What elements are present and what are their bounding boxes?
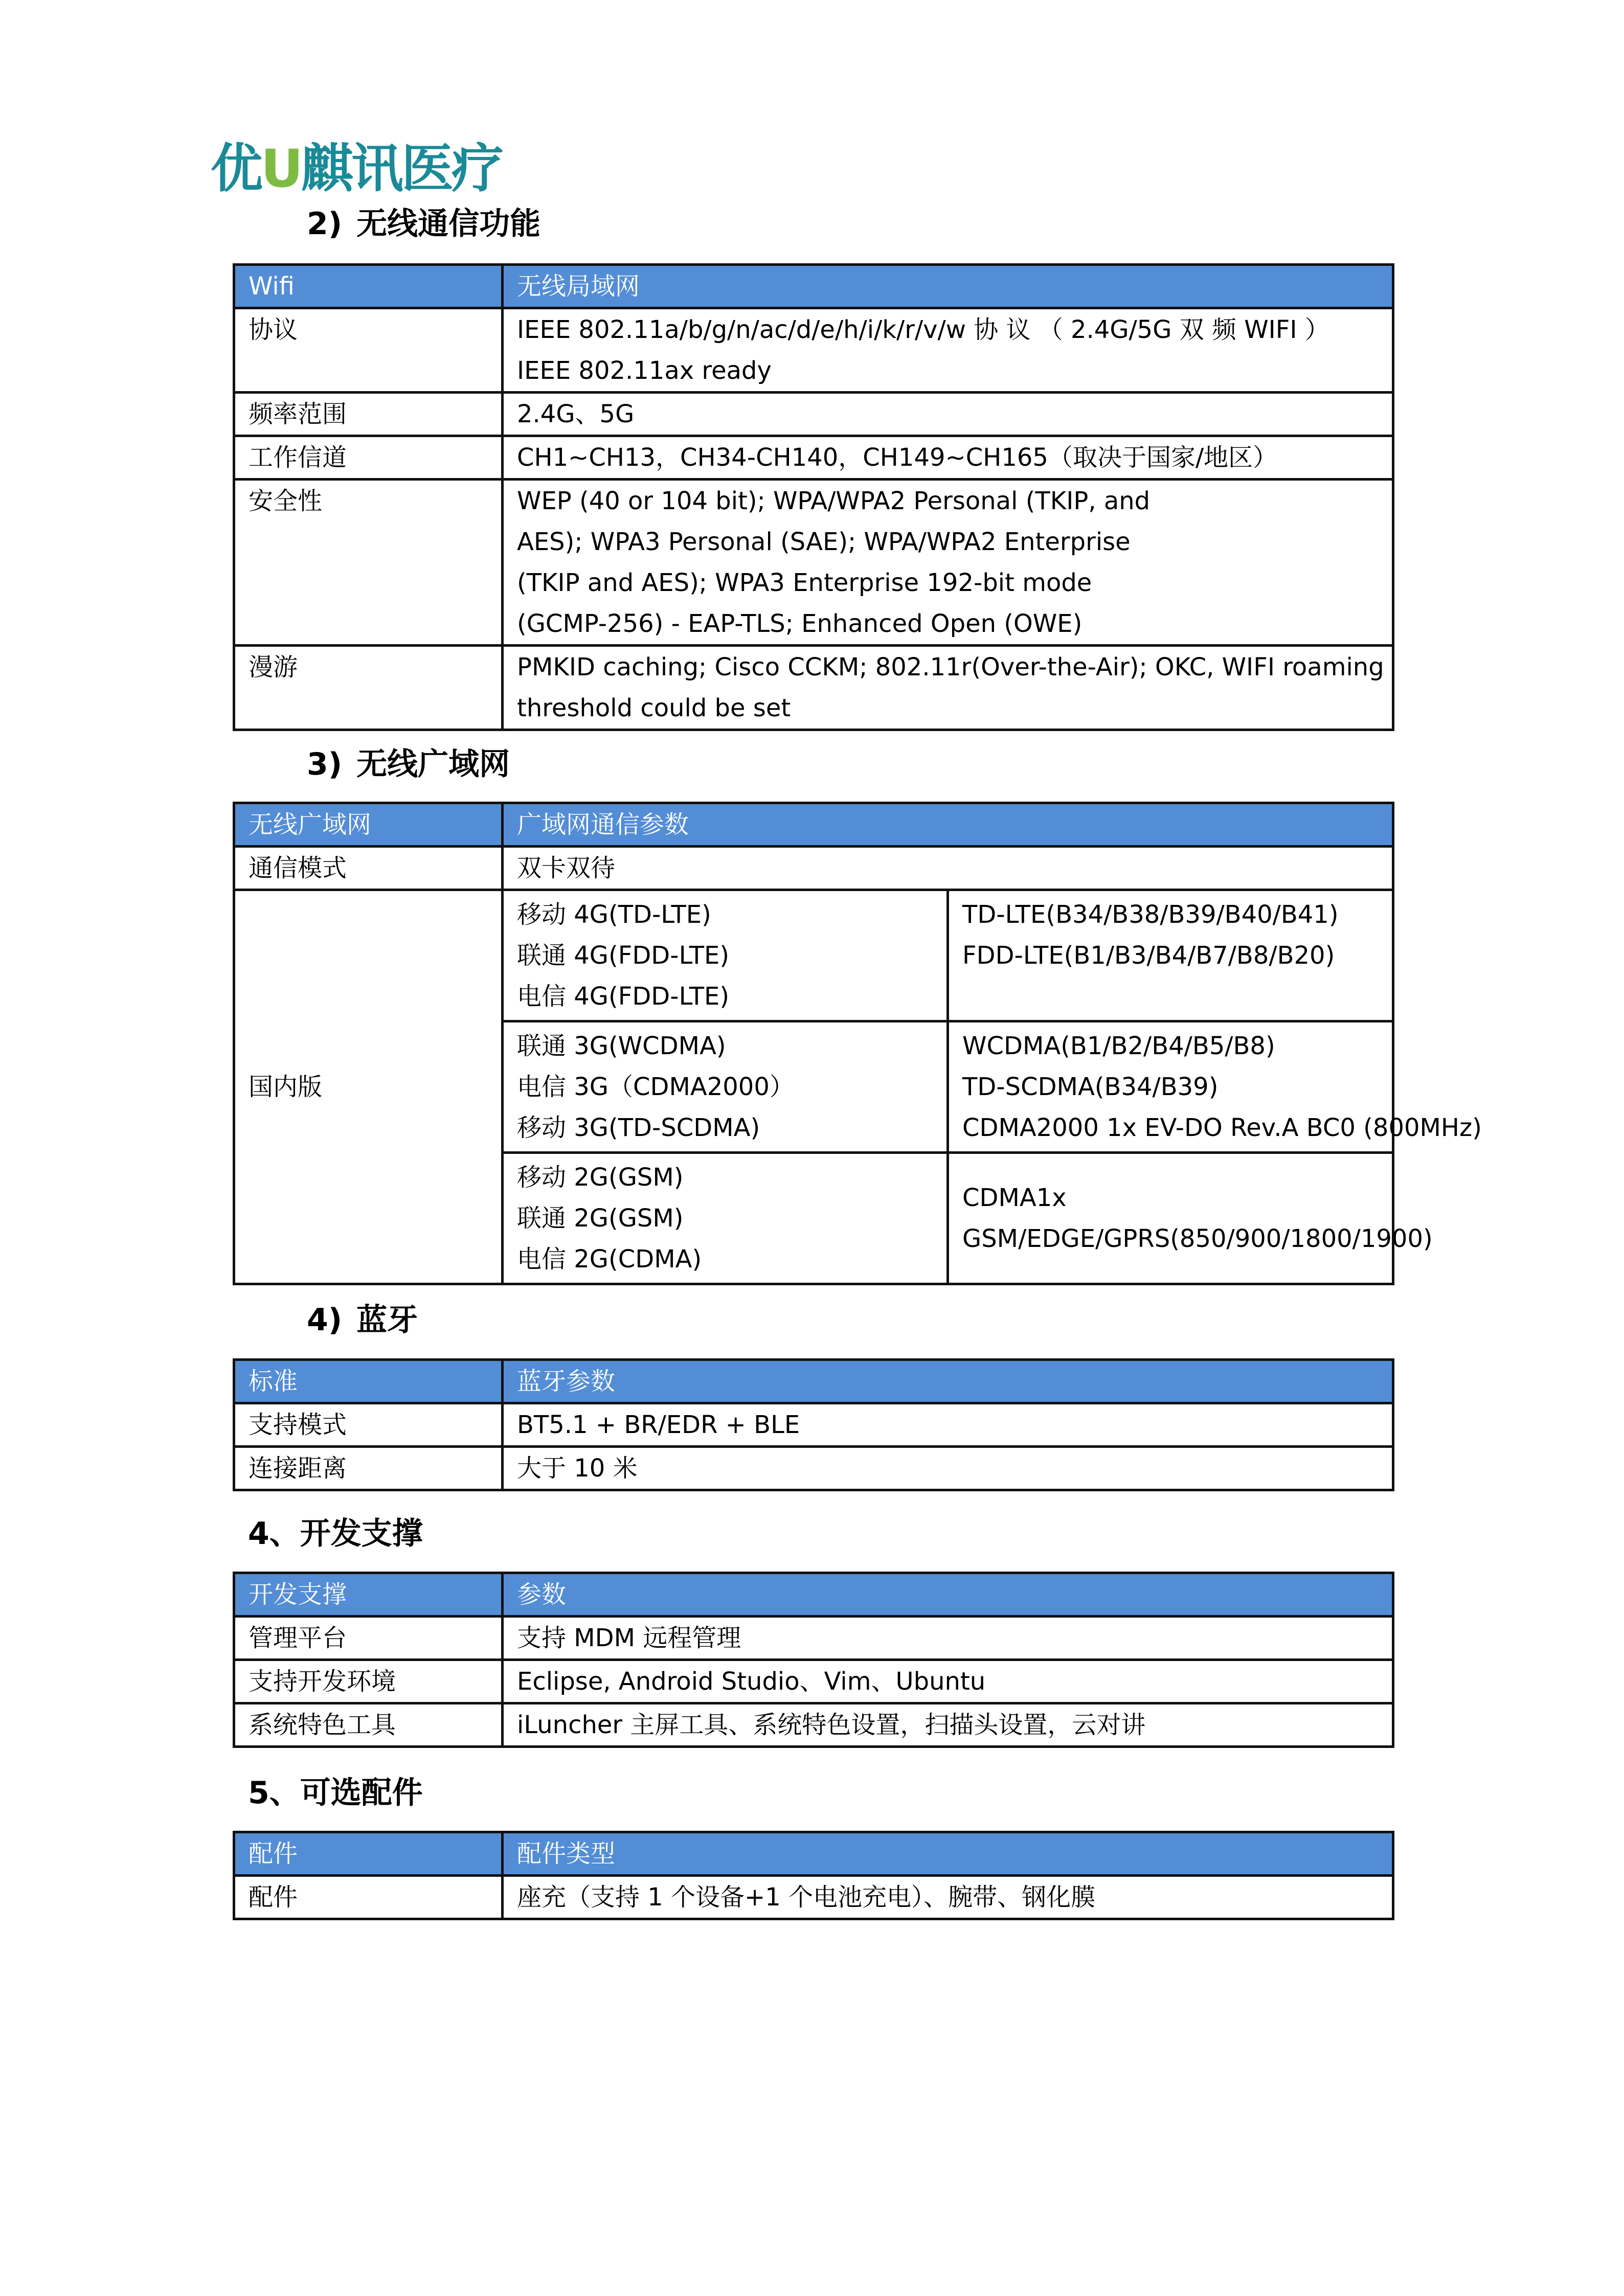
- carrier-line: 移动 2G(GSM): [517, 1163, 684, 1192]
- row-label: 工作信道: [234, 436, 503, 480]
- row-label: 系统特色工具: [234, 1703, 503, 1747]
- header-cell: 无线局域网: [503, 265, 1393, 308]
- carrier-line: 移动 4G(TD-LTE): [517, 900, 711, 929]
- carrier-line: 联通 4G(FDD-LTE): [517, 941, 730, 970]
- wifi-table: [233, 263, 1394, 731]
- row-label: 支持模式: [234, 1403, 503, 1447]
- row-value: 支持 MDM 远程管理: [503, 1617, 1393, 1660]
- row-label: 支持开发环境: [234, 1660, 503, 1703]
- value-line: WEP (40 or 104 bit); WPA/WPA2 Personal (TKIP, and: [517, 487, 1151, 515]
- row-value: BT5.1 + BR/EDR + BLE: [503, 1403, 1393, 1447]
- row-label: 管理平台: [234, 1617, 503, 1660]
- value-line: CH1~CH13，CH34-CH140，CH149~CH165（取决于国家/地区）: [517, 443, 1278, 472]
- carrier-line: 电信 4G(FDD-LTE): [517, 982, 730, 1011]
- header-cell: 无线广域网: [234, 803, 503, 847]
- band-line: WCDMA(B1/B2/B4/B5/B8): [962, 1032, 1275, 1060]
- dev-support-table: [233, 1572, 1394, 1748]
- carrier-cell: [503, 1153, 948, 1284]
- table-header-row: [234, 803, 1393, 847]
- header-cell: 配件类型: [503, 1832, 1393, 1876]
- table-header-row: [234, 1832, 1393, 1876]
- logo-text: 优U麒讯医疗: [211, 139, 502, 199]
- header-cell: 标准: [234, 1360, 503, 1403]
- band-line: TD-LTE(B34/B38/B39/B40/B41): [962, 900, 1339, 929]
- table-row: [234, 646, 1393, 730]
- carrier-cell: [503, 890, 948, 1021]
- row-value: Eclipse, Android Studio、Vim、Ubuntu: [503, 1660, 1393, 1703]
- row-label: 频率范围: [234, 393, 503, 436]
- header-cell: 开发支撑: [234, 1573, 503, 1617]
- carrier-line: 移动 3G(TD-SCDMA): [517, 1113, 760, 1142]
- table-row: [234, 308, 1393, 393]
- section-heading-accessories: 5、可选配件: [248, 1775, 423, 1811]
- value-line: (TKIP and AES); WPA3 Enterprise 192-bit mode: [517, 569, 1092, 597]
- carrier-cell: [503, 1021, 948, 1153]
- band-cell: [948, 1021, 1482, 1153]
- header-cell: 配件: [234, 1832, 503, 1876]
- band-cell: [948, 1153, 1433, 1284]
- header-cell: Wifi: [234, 265, 503, 308]
- row-value: iLuncher 主屏工具、系统特色设置，扫描头设置，云对讲: [503, 1703, 1393, 1747]
- table-header-row: [234, 265, 1393, 308]
- header-cell: 蓝牙参数: [503, 1360, 1393, 1403]
- table-row: [234, 847, 1393, 890]
- row-value: [503, 308, 1393, 393]
- value-line: threshold could be set: [517, 694, 791, 722]
- value-line: (GCMP-256) - EAP-TLS; Enhanced Open (OWE): [517, 609, 1082, 638]
- row-value: 座充（支持 1 个设备+1 个电池充电）、腕带、钢化膜: [503, 1876, 1393, 1919]
- row-label: 通信模式: [234, 847, 503, 890]
- value-line: IEEE 802.11a/b/g/n/ac/d/e/h/i/k/r/v/w 协 议 （ 2.4G/5G 双 频 WIFI ）: [517, 315, 1329, 344]
- section-heading-dev-support: 4、开发支撑: [248, 1516, 423, 1552]
- row-value: [503, 480, 1393, 646]
- company-logo: [211, 134, 502, 199]
- row-label: 连接距离: [234, 1447, 503, 1490]
- section-heading-bluetooth: 4) 蓝牙: [307, 1302, 418, 1338]
- table-header-row: [234, 1573, 1393, 1617]
- row-label: 漫游: [234, 646, 503, 730]
- value-line: AES); WPA3 Personal (SAE); WPA/WPA2 Enterprise: [517, 528, 1131, 556]
- table-row: [234, 436, 1393, 480]
- carrier-line: 电信 2G(CDMA): [517, 1245, 702, 1274]
- accessories-table: [233, 1831, 1394, 1920]
- row-label: 配件: [234, 1876, 503, 1919]
- band-cell: [948, 890, 1393, 1021]
- carrier-line: 联通 2G(GSM): [517, 1204, 684, 1233]
- band-line: CDMA1x: [962, 1184, 1067, 1212]
- table-row: [234, 1447, 1393, 1490]
- table-row: [234, 890, 1393, 1021]
- row-label: 协议: [234, 308, 503, 393]
- header-cell: 参数: [503, 1573, 1393, 1617]
- value-line: PMKID caching; Cisco CCKM; 802.11r(Over-the-Air); OKC, WIFI roaming: [517, 653, 1384, 681]
- table-row: [234, 1876, 1393, 1919]
- header-cell: 广域网通信参数: [503, 803, 1393, 847]
- section-heading-wwan: 3) 无线广域网: [307, 746, 510, 782]
- band-line: TD-SCDMA(B34/B39): [962, 1073, 1219, 1101]
- carrier-line: 电信 3G（CDMA2000）: [517, 1073, 794, 1101]
- table-row: [234, 393, 1393, 436]
- bluetooth-table: [233, 1358, 1394, 1491]
- table-row: [234, 1617, 1393, 1660]
- row-label: 国内版: [234, 890, 503, 1284]
- table-row: [234, 480, 1393, 646]
- band-line: CDMA2000 1x EV-DO Rev.A BC0 (800MHz): [962, 1113, 1482, 1142]
- row-value: 大于 10 米: [503, 1447, 1393, 1490]
- band-line: FDD-LTE(B1/B3/B4/B7/B8/B20): [962, 941, 1335, 970]
- section-heading-wireless-comm: 2) 无线通信功能: [307, 206, 541, 242]
- row-value: [503, 393, 1393, 436]
- value-line: IEEE 802.11ax ready: [517, 356, 772, 385]
- table-row: [234, 1403, 1393, 1447]
- table-header-row: [234, 1360, 1393, 1403]
- band-line: GSM/EDGE/GPRS(850/900/1800/1900): [962, 1224, 1433, 1253]
- row-label: 安全性: [234, 480, 503, 646]
- table-row: [234, 1660, 1393, 1703]
- value-line: 2.4G、5G: [517, 400, 635, 428]
- carrier-line: 联通 3G(WCDMA): [517, 1032, 726, 1060]
- row-value: [503, 646, 1393, 730]
- row-value: [503, 436, 1393, 480]
- row-value: 双卡双待: [503, 847, 1393, 890]
- table-row: [234, 1703, 1393, 1747]
- wwan-table: [233, 802, 1482, 1285]
